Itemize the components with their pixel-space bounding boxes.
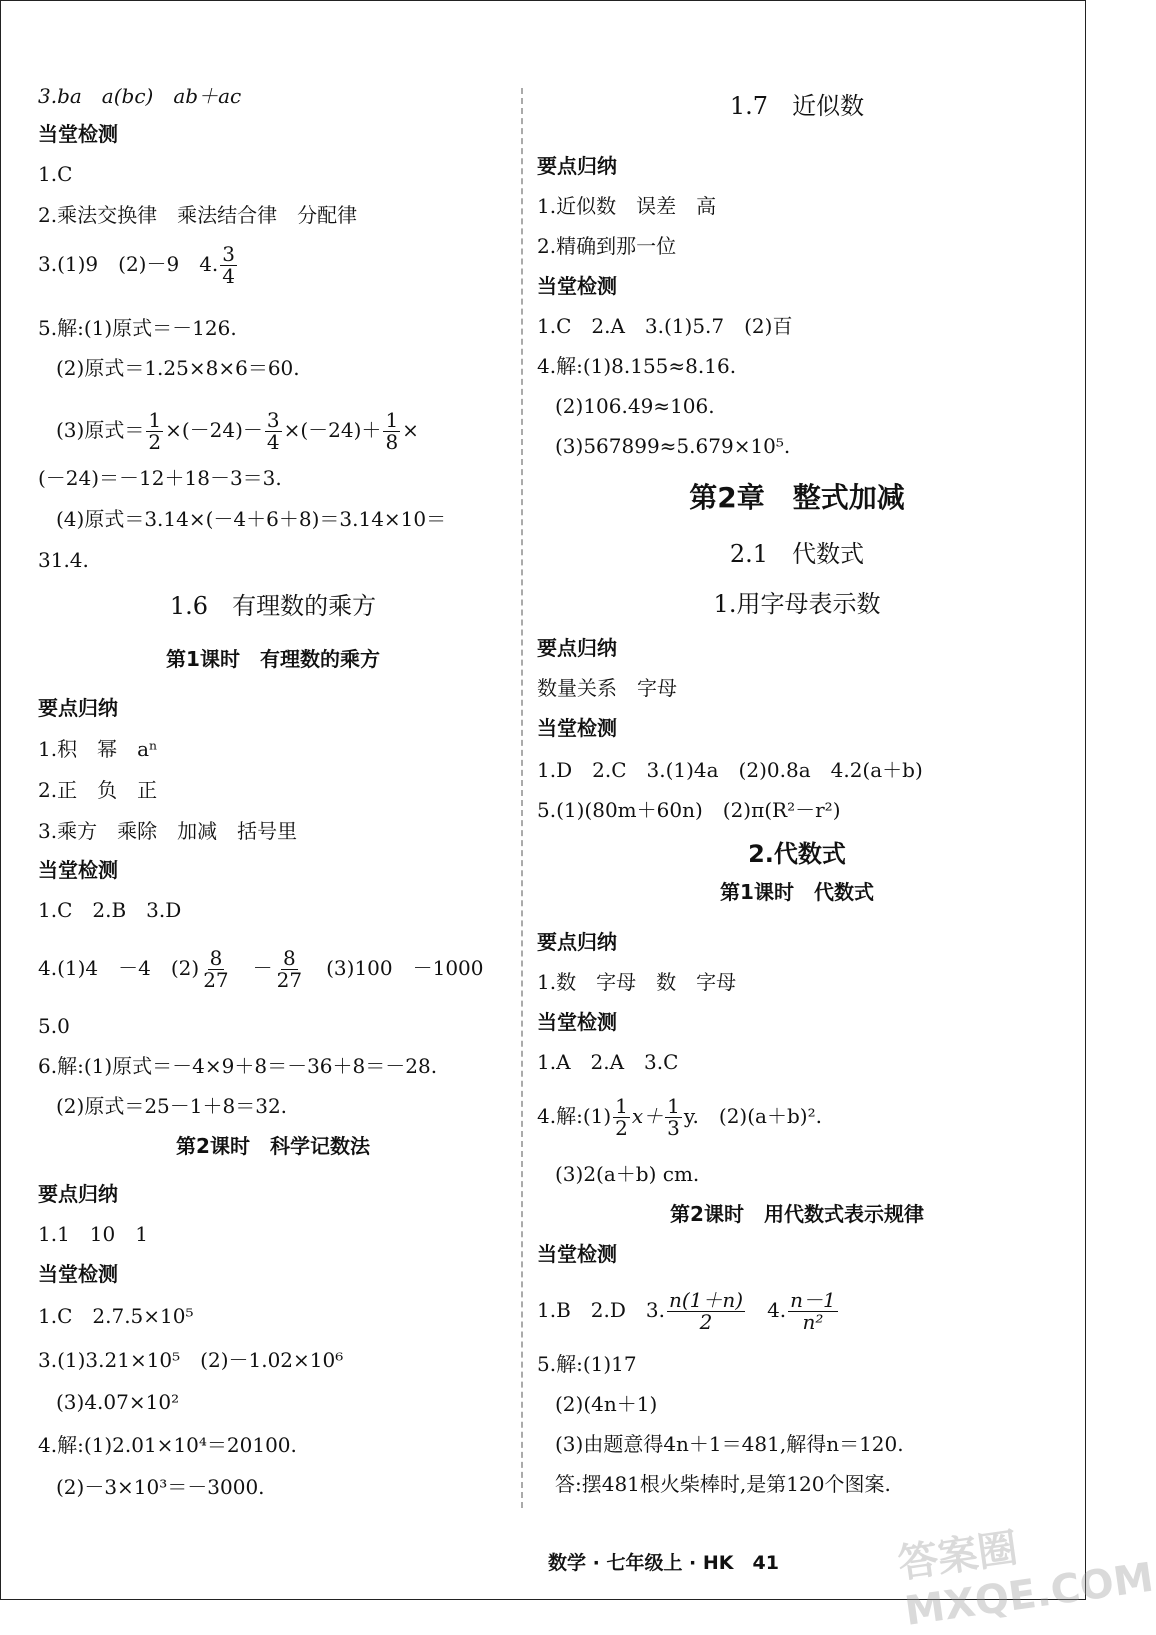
fraction-numerator: 1 — [385, 408, 399, 432]
lesson-heading: 第1课时 代数式 — [720, 880, 874, 904]
answer-line-fraction — [38, 948, 484, 991]
answer-line: 2.精确到那一位 — [537, 234, 677, 258]
answer-line: 1.数 字母 数 字母 — [537, 970, 737, 994]
answer-line: (2)(4n＋1) — [555, 1392, 658, 1416]
fraction — [383, 410, 400, 453]
answer-text: x＋ — [631, 1104, 664, 1128]
answer-text: ×(－24)－ — [165, 418, 263, 442]
answer-line: 4.解:(1)2.01×10⁴＝20100. — [38, 1433, 297, 1457]
section-label: 当堂检测 — [38, 1262, 118, 1286]
answer-line: 1.C 2.7.5×10⁵ — [38, 1304, 194, 1328]
fraction-denominator: 27 — [276, 968, 303, 992]
answer-line: 数量关系 字母 — [537, 676, 677, 700]
answer-line: 31.4. — [38, 548, 89, 572]
answer-text: 4. — [747, 1298, 787, 1322]
answer-line: 1.D 2.C 3.(1)4a (2)0.8a 4.2(a＋b) — [537, 758, 923, 782]
lesson-heading: 第2课时 科学记数法 — [176, 1134, 370, 1158]
answer-line: (3)2(a＋b) cm. — [555, 1162, 700, 1186]
answer-line-fraction — [38, 244, 239, 287]
fraction-denominator: 2 — [699, 1310, 713, 1334]
section-heading: 1.7 近似数 — [729, 92, 865, 120]
answer-line: 5.解:(1)原式＝－126. — [38, 316, 237, 340]
answer-text: 3.(1)9 (2)－9 4. — [38, 252, 219, 276]
fraction-denominator: n² — [802, 1310, 824, 1334]
answer-line-fraction — [537, 1096, 822, 1139]
answer-line: (2)原式＝1.25×8×6＝60. — [56, 356, 300, 380]
fraction-numerator: 3 — [222, 242, 236, 266]
column-divider — [521, 88, 523, 1508]
answer-text: － — [232, 956, 273, 980]
fraction-numerator: n－1 — [790, 1288, 836, 1312]
answer-text: × — [402, 418, 419, 442]
fraction-denominator: 8 — [385, 430, 399, 454]
answer-line-fraction — [537, 1290, 840, 1333]
answer-line: 4.解:(1)8.155≈8.16. — [537, 354, 737, 378]
section-label: 要点归纳 — [537, 154, 617, 178]
fraction — [275, 948, 304, 991]
answer-line: 1.C 2.B 3.D — [38, 898, 182, 922]
answer-line: 1.A 2.A 3.C — [537, 1050, 679, 1074]
answer-line: (3)由题意得4n＋1＝481,解得n＝120. — [555, 1432, 904, 1456]
fraction-numerator: 8 — [283, 946, 296, 970]
fraction-denominator: 3 — [667, 1116, 680, 1140]
answer-line: 2.乘法交换律 乘法结合律 分配律 — [38, 203, 358, 227]
answer-line: 1.1 10 1 — [38, 1222, 148, 1246]
answer-line: 5.0 — [38, 1014, 70, 1038]
section-label: 当堂检测 — [537, 716, 617, 740]
section-label: 要点归纳 — [537, 636, 617, 660]
answer-line: 6.解:(1)原式＝－4×9＋8＝－36＋8＝－28. — [38, 1054, 438, 1078]
fraction-denominator: 2 — [148, 430, 162, 454]
section-label: 当堂检测 — [38, 122, 118, 146]
answer-text: 4.(1)4 －4 (2) — [38, 956, 200, 980]
section-label: 当堂检测 — [537, 1010, 617, 1034]
answer-line: 答:摆481根火柴棒时,是第120个图案. — [555, 1472, 891, 1496]
fraction — [665, 1096, 682, 1139]
answer-text: (3)100 －1000 — [306, 956, 484, 980]
fraction — [201, 948, 230, 991]
answer-line: 3.(1)3.21×10⁵ (2)－1.02×10⁶ — [38, 1348, 344, 1372]
fraction-denominator: 4 — [266, 430, 280, 454]
answer-text: 1.B 2.D 3. — [537, 1298, 665, 1322]
section-label: 要点归纳 — [38, 1182, 118, 1206]
fraction-numerator: 1 — [667, 1094, 680, 1118]
answer-line: (3)4.07×10² — [56, 1390, 180, 1414]
fraction — [220, 244, 237, 287]
answer-text: y. (2)(a＋b)². — [683, 1104, 822, 1128]
section-heading: 2.1 代数式 — [729, 540, 865, 568]
fraction-numerator: 8 — [209, 946, 223, 970]
section-label: 当堂检测 — [38, 858, 118, 882]
fraction — [146, 410, 163, 453]
fraction-numerator: 1 — [148, 408, 162, 432]
answer-line: 3.ba a(bc) ab＋ac — [38, 84, 242, 108]
fraction-denominator: 4 — [222, 264, 236, 288]
answer-text: ×(－24)＋ — [283, 418, 382, 442]
lesson-heading: 第1课时 有理数的乘方 — [166, 647, 380, 671]
answer-line: (3)567899≈5.679×10⁵. — [555, 434, 791, 458]
fraction-numerator: n(1＋n) — [668, 1288, 744, 1312]
answer-line-fraction — [56, 410, 419, 453]
answer-line: 1.近似数 误差 高 — [537, 194, 717, 218]
watermark-logo: 答案圈 MXQE.COM — [895, 1525, 1156, 1635]
subsection-heading: 2.代数式 — [748, 840, 846, 868]
page-footer: 数学 · 七年级上 · HK 41 — [548, 1552, 779, 1574]
answer-line: 1.积 幂 aⁿ — [38, 737, 158, 761]
answer-line: (2)－3×10³＝－3000. — [56, 1475, 265, 1499]
answer-text: (3)原式＝ — [56, 418, 145, 442]
fraction-numerator: 3 — [266, 408, 280, 432]
answer-line: (4)原式＝3.14×(－4＋6＋8)＝3.14×10＝ — [56, 507, 447, 531]
answer-line: (2)原式＝25－1＋8＝32. — [56, 1094, 288, 1118]
answer-line: 5.解:(1)17 — [537, 1352, 637, 1376]
section-heading: 1.6 有理数的乘方 — [169, 592, 377, 620]
answer-line: 5.(1)(80m＋60n) (2)π(R²－r²) — [537, 798, 841, 822]
answer-line: 1.C 2.A 3.(1)5.7 (2)百 — [537, 314, 793, 338]
subsection-heading: 1.用字母表示数 — [713, 590, 881, 618]
chapter-heading: 第2章 整式加减 — [689, 481, 905, 514]
section-label: 当堂检测 — [537, 274, 617, 298]
answer-line: 1.C — [38, 162, 73, 186]
answer-text: 4.解:(1) — [537, 1104, 612, 1128]
answer-line: 2.正 负 正 — [38, 778, 158, 802]
section-label: 要点归纳 — [38, 696, 118, 720]
answer-line: (－24)＝－12＋18－3＝3. — [38, 466, 282, 490]
fraction-denominator: 2 — [615, 1116, 628, 1140]
lesson-heading: 第2课时 用代数式表示规律 — [670, 1202, 924, 1226]
answer-line: 3.乘方 乘除 加减 括号里 — [38, 819, 298, 843]
fraction-numerator: 1 — [615, 1094, 628, 1118]
section-label: 当堂检测 — [537, 1242, 617, 1266]
fraction — [265, 410, 282, 453]
fraction — [788, 1290, 838, 1333]
fraction — [667, 1290, 745, 1333]
fraction — [613, 1096, 630, 1139]
answer-line: (2)106.49≈106. — [555, 394, 715, 418]
fraction-denominator: 27 — [203, 968, 229, 992]
section-label: 要点归纳 — [537, 930, 617, 954]
